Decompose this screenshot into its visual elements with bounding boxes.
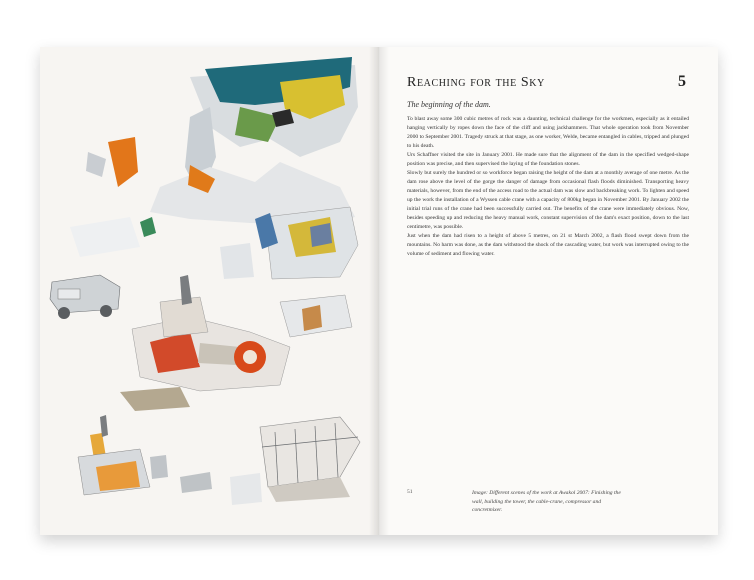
watercolour-illustration <box>40 47 379 535</box>
paragraph: Just when the dam had risen to a height of above 5 metres, on 21 st March 2002, a flash flood swept down from the mountains. No harm was done, as the dam withstood the shock of the cascading water, but work was interrupted owing to the volume of sediment and flowing water. <box>407 233 689 257</box>
left-page <box>40 47 379 535</box>
paragraph: To blast away some 300 cubic metres of rock was a daunting, technical challenge for the workmen, especially as it entailed hanging vertically by ropes down the face of the cliff and using jackhammers. That whole operation took from November 2000 to September 2001. Tragedy struck at that stage, as one worker, Welde, became entangled in cables, tripped and plunged to his death. <box>407 116 689 149</box>
right-page <box>379 47 718 535</box>
paragraph: Slowly but surely the hundred or so workforce began raising the height of the dam at a monthly average of one metre. As the dam rose above the level of the gorge the danger of damage from occasional flash floods diminished. Transporting heavy materials, however, from the end of the access road to the actual dam was slow and backbreaking work. To lighten and speed up the work the installation of a Wyssen cable crane with a capacity of 800kg began in November 2001. By January 2002 the initial trial runs of the crane had been successfully carried out. The benefits of the crane were immediately obvious. Now, besides speeding up and reducing the heavy manual work, constant supervision of the dam's exact position, down to the last centimetre, was possible. <box>407 170 689 230</box>
folio-number: 51 <box>407 489 413 495</box>
chapter-number: 5 <box>678 73 686 90</box>
image-caption: Image: Different scenes of the work at Awakol 2007: Finishing the wall, building the tower, the cable-crane, compressor and concretmixer. <box>472 490 621 513</box>
book-spread <box>40 47 718 535</box>
paragraph: Urs Schaffner visited the site in January 2001. He made sure that the alignment of the dam in the specified wedged-shape position was precise, and then supervised the laying of the foundation stones. <box>407 152 689 167</box>
body-text <box>407 115 689 259</box>
page-title: Reaching for the Sky <box>407 75 545 90</box>
section-subtitle: The beginning of the dam. <box>407 100 491 109</box>
